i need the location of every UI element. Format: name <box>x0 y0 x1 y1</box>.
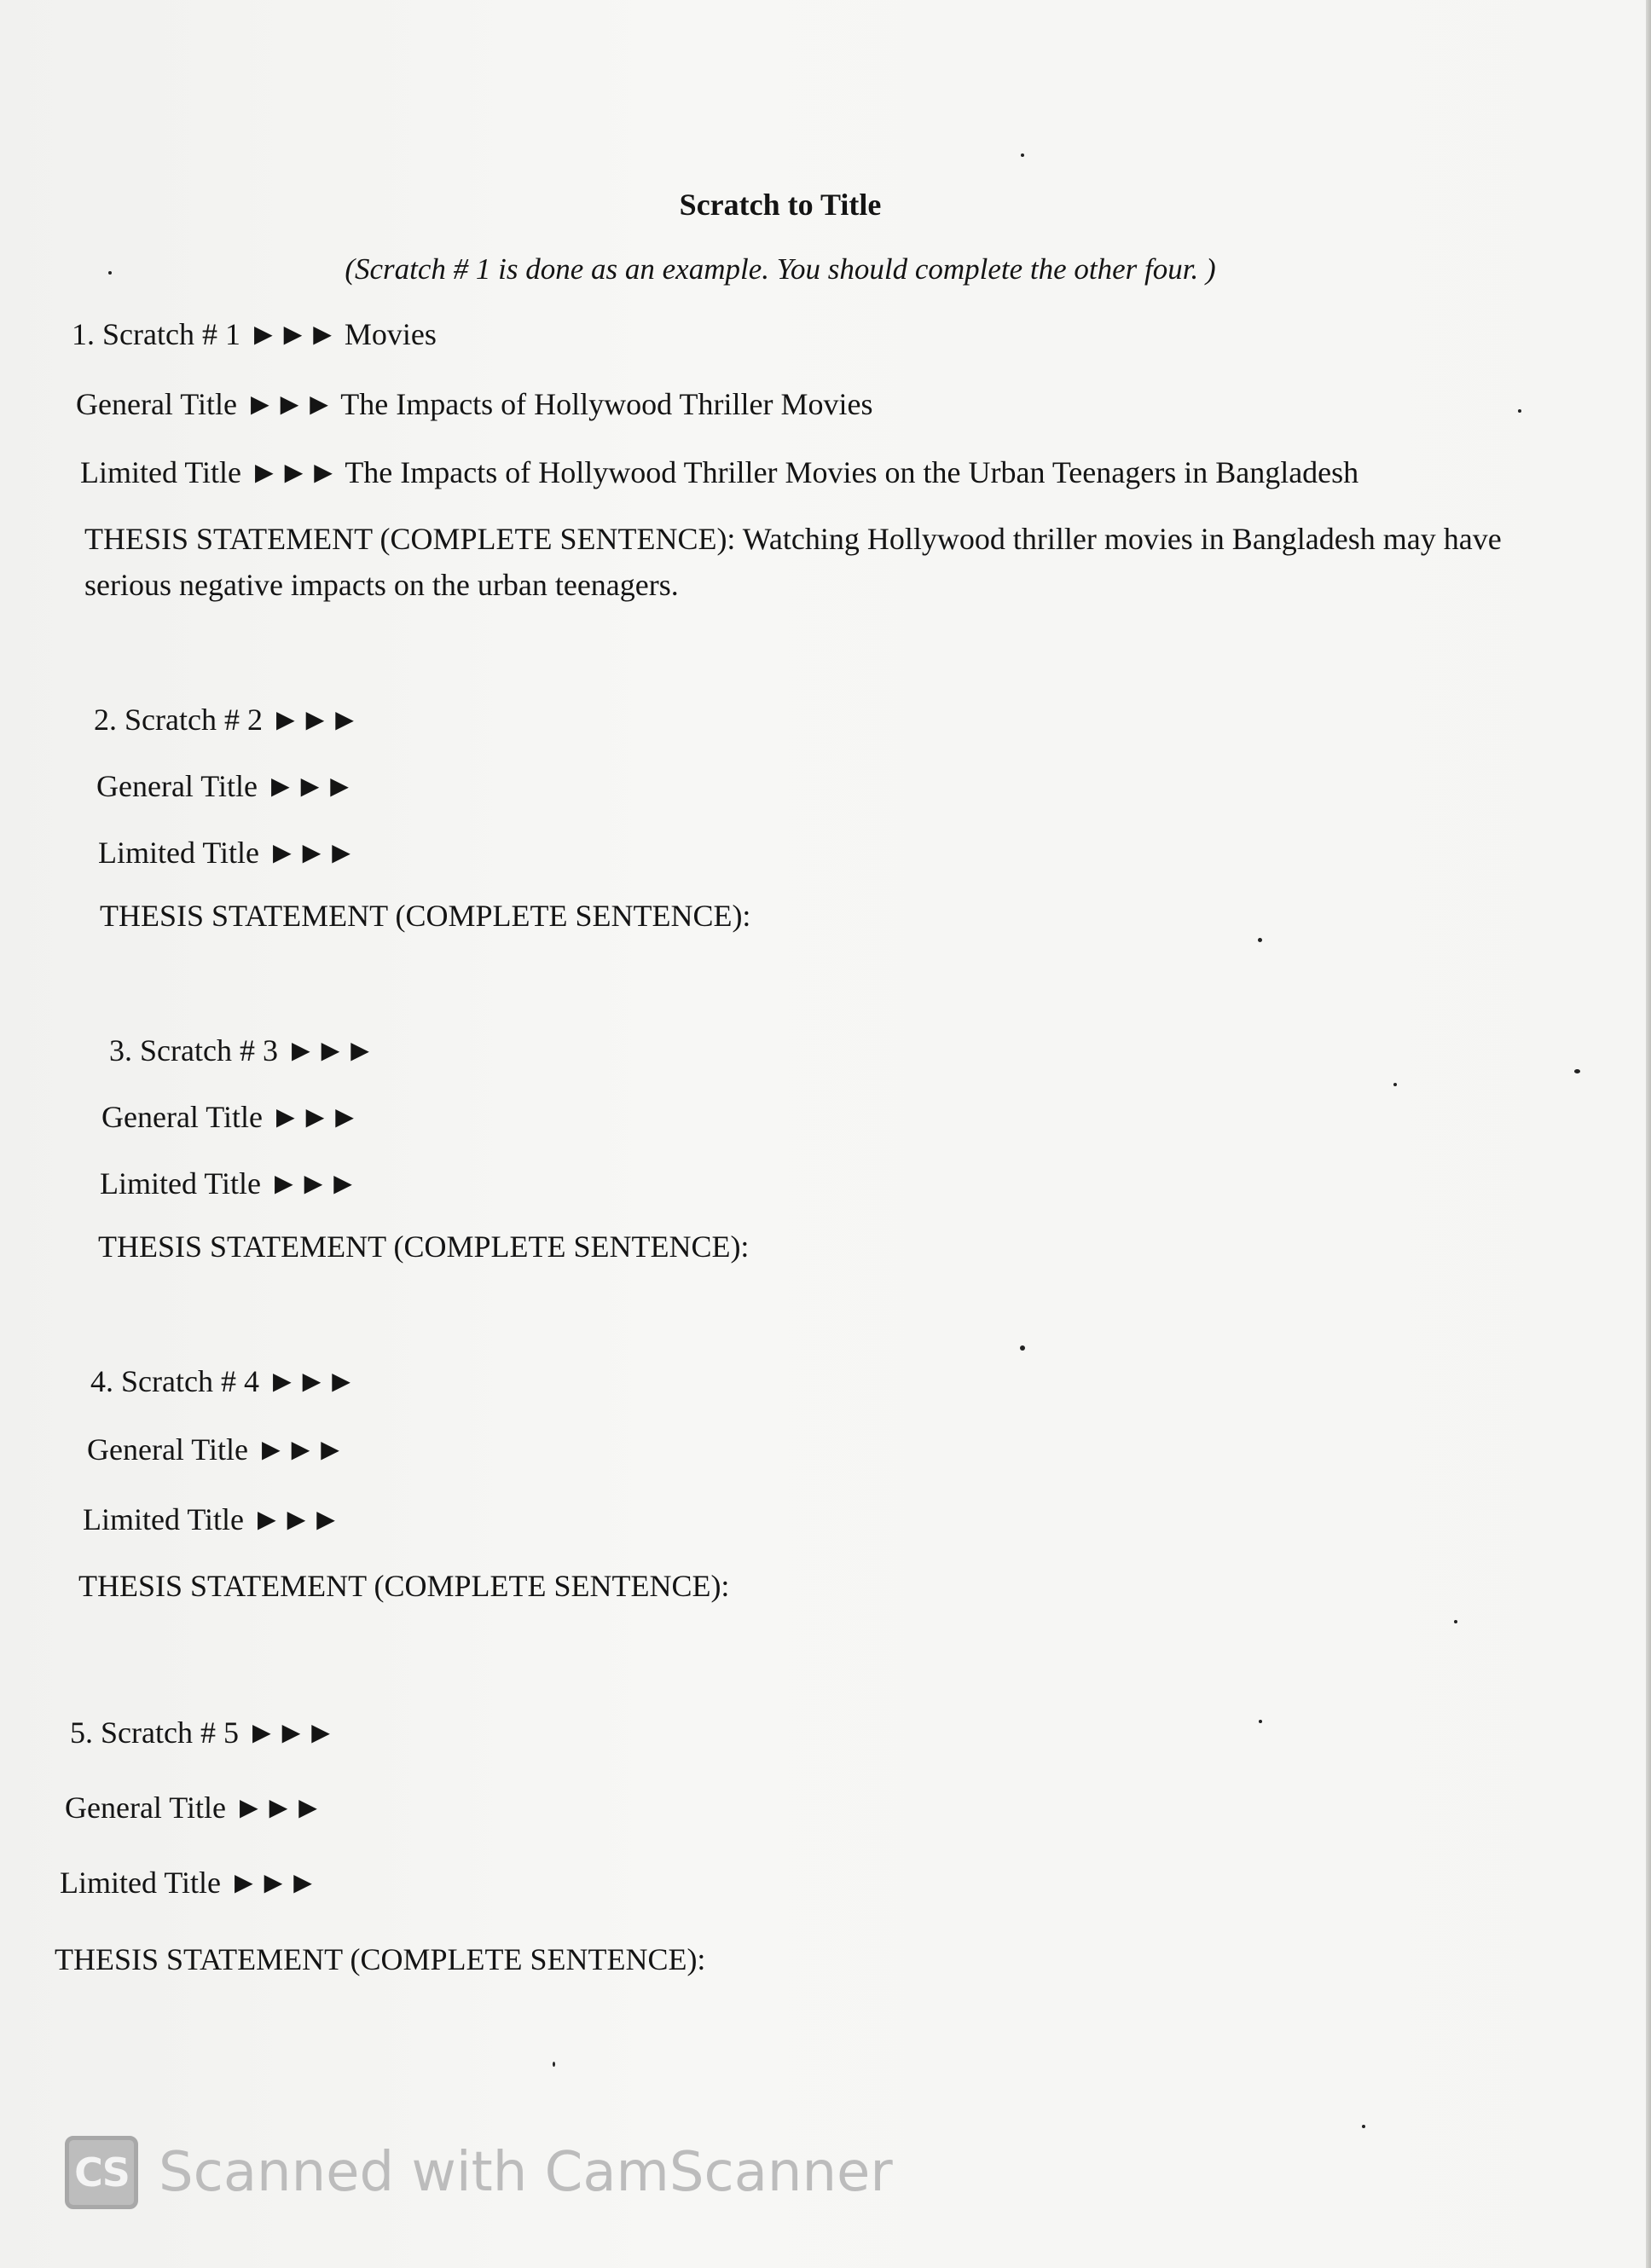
limited-title-value: The Impacts of Hollywood Thriller Movies on the Urban Teenagers in Bangladesh <box>345 455 1359 489</box>
scan-speck <box>1574 1069 1580 1073</box>
item-4-general-line <box>87 1431 345 1468</box>
scratch-value: Movies <box>344 317 437 351</box>
arrows-icon: ►►► <box>249 455 338 489</box>
thesis-label: THESIS STATEMENT (COMPLETE SENTENCE): <box>98 1229 750 1264</box>
item-number: 4. <box>90 1364 113 1398</box>
scan-speck <box>1021 153 1024 157</box>
arrows-icon: ►►► <box>269 1166 357 1201</box>
item-5-scratch-line <box>70 1714 335 1751</box>
arrows-icon: ►►► <box>244 387 333 421</box>
limited-title-label: Limited Title <box>80 455 242 489</box>
arrows-icon: ►►► <box>255 1432 345 1467</box>
general-title-label: General Title <box>101 1100 263 1134</box>
camscanner-text: Scanned with CamScanner <box>159 2141 893 2204</box>
item-1-limited-line <box>80 454 1358 491</box>
limited-title-label: Limited Title <box>98 836 260 870</box>
item-3-scratch-line <box>109 1032 374 1069</box>
scan-speck <box>1258 938 1262 942</box>
item-number: 3. <box>109 1033 132 1067</box>
scratch-label: Scratch # 4 <box>121 1364 259 1398</box>
scan-speck <box>553 2062 555 2067</box>
scan-speck <box>1393 1083 1397 1086</box>
arrows-icon: ►►► <box>285 1033 374 1067</box>
thesis-label: THESIS STATEMENT (COMPLETE SENTENCE): <box>78 1569 730 1603</box>
thesis-value: Watching Hollywood thriller movies in Bangladesh may have serious negative impacts on the urban teenagers. <box>84 522 1502 602</box>
arrows-icon: ►►► <box>267 836 356 870</box>
scan-speck <box>1518 409 1521 413</box>
scan-speck <box>1020 1345 1025 1351</box>
limited-title-label: Limited Title <box>60 1866 222 1900</box>
item-3-limited-line <box>100 1165 357 1202</box>
item-number: 5. <box>70 1715 93 1750</box>
arrows-icon: ►►► <box>269 703 359 737</box>
scan-speck <box>1259 1720 1262 1723</box>
item-1-thesis-block <box>84 516 1517 608</box>
camscanner-watermark <box>65 2136 893 2209</box>
arrows-icon: ►►► <box>269 1100 359 1134</box>
arrows-icon: ►►► <box>233 1791 322 1825</box>
item-1-general-line <box>76 385 872 423</box>
page-title: Scratch to Title <box>679 188 882 222</box>
arrows-icon: ►►► <box>264 769 354 803</box>
item-4-thesis-line <box>78 1567 729 1605</box>
general-title-label: General Title <box>65 1791 226 1825</box>
scratch-label: Scratch # 1 <box>102 317 240 351</box>
item-number: 1. <box>72 317 95 351</box>
item-1-scratch-line <box>72 315 437 353</box>
item-5-limited-line <box>60 1864 317 1901</box>
limited-title-label: Limited Title <box>83 1502 245 1536</box>
item-2-scratch-line <box>94 701 359 738</box>
arrows-icon: ►►► <box>252 1502 340 1536</box>
item-number: 2. <box>94 703 117 737</box>
scratch-label: Scratch # 2 <box>125 703 263 737</box>
thesis-label: THESIS STATEMENT (COMPLETE SENTENCE): <box>84 522 736 556</box>
item-5-thesis-line <box>55 1941 705 1978</box>
item-3-general-line <box>101 1098 359 1136</box>
general-title-label: General Title <box>96 769 258 803</box>
item-4-limited-line <box>83 1501 340 1538</box>
arrows-icon: ►►► <box>247 317 337 351</box>
scan-speck <box>1454 1620 1457 1623</box>
item-2-limited-line <box>98 834 356 871</box>
thesis-label: THESIS STATEMENT (COMPLETE SENTENCE): <box>55 1942 706 1976</box>
item-4-scratch-line <box>90 1363 356 1400</box>
scan-speck <box>1362 2125 1365 2128</box>
scan-speck <box>108 271 112 275</box>
item-5-general-line <box>65 1789 322 1826</box>
general-title-label: General Title <box>76 387 237 421</box>
page-edge-shadow <box>1646 0 1651 2268</box>
item-3-thesis-line <box>98 1228 749 1265</box>
arrows-icon: ►►► <box>229 1866 317 1900</box>
scratch-label: Scratch # 5 <box>101 1715 239 1750</box>
arrows-icon: ►►► <box>246 1715 335 1750</box>
thesis-label: THESIS STATEMENT (COMPLETE SENTENCE): <box>100 899 751 933</box>
general-title-label: General Title <box>87 1432 248 1467</box>
general-title-value: The Impacts of Hollywood Thriller Movies <box>340 387 873 421</box>
item-2-general-line <box>96 767 354 805</box>
item-2-thesis-line <box>100 897 750 934</box>
camscanner-logo-icon: CS <box>65 2136 138 2209</box>
page-subtitle: (Scratch # 1 is done as an example. You should complete the other four. ) <box>345 252 1216 286</box>
scratch-label: Scratch # 3 <box>140 1033 278 1067</box>
limited-title-label: Limited Title <box>100 1166 262 1201</box>
arrows-icon: ►►► <box>266 1364 356 1398</box>
